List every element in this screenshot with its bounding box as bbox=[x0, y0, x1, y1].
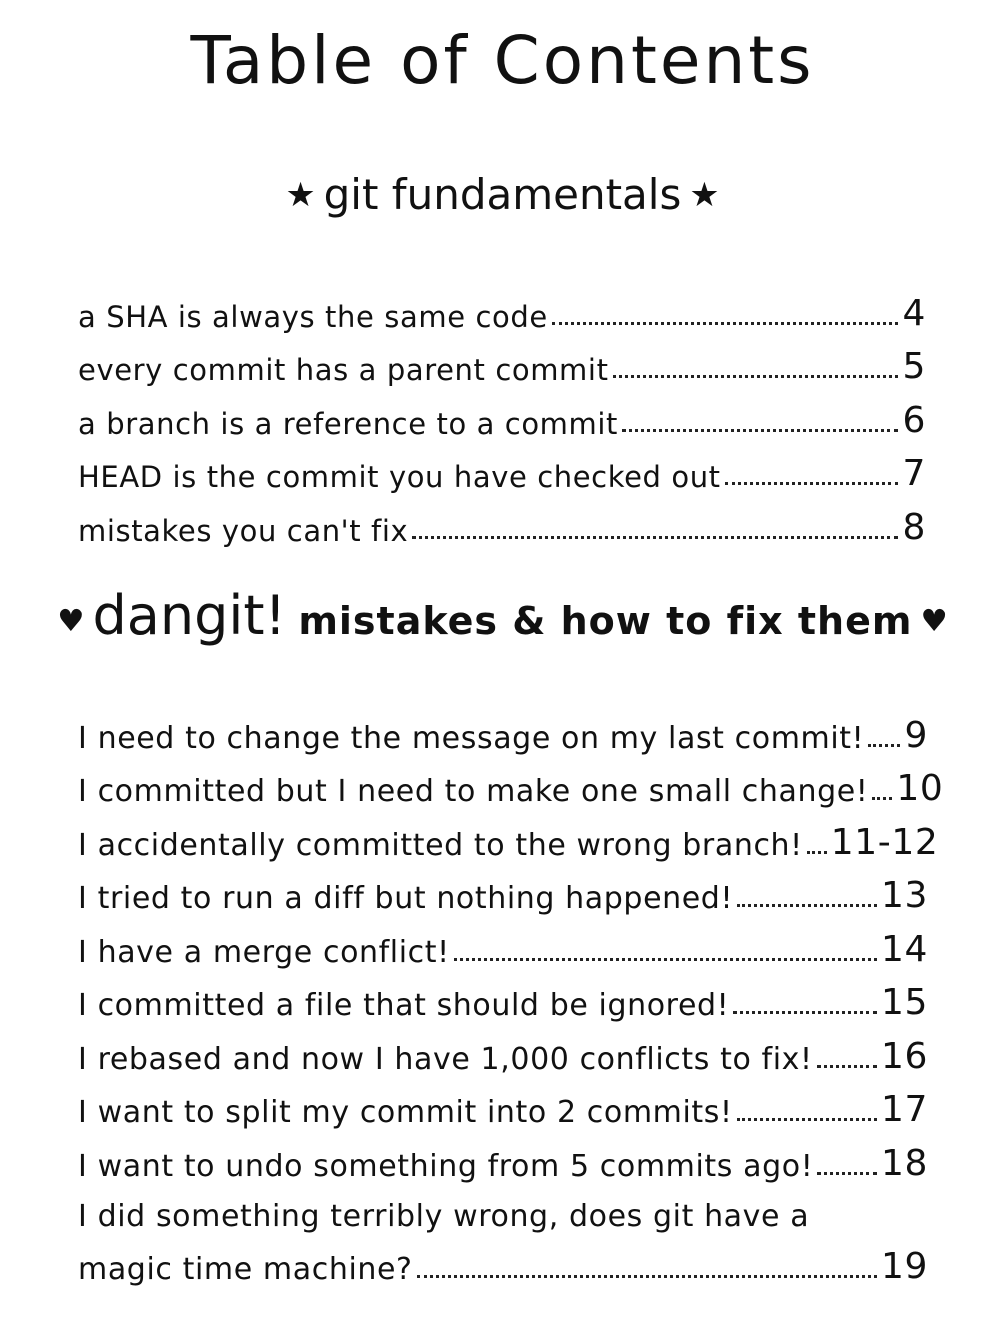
toc-entry-title: I tried to run a diff but nothing happened! bbox=[78, 881, 734, 916]
toc-entry-title-line2: magic time machine? bbox=[78, 1252, 413, 1287]
heart-icon: ♥ bbox=[57, 603, 85, 639]
section-heading-text: git fundamentals bbox=[323, 170, 682, 219]
dot-leader bbox=[454, 958, 877, 961]
toc-entry-title: I need to change the message on my last commit! bbox=[78, 720, 865, 756]
toc-entry-line1[interactable] bbox=[78, 1184, 928, 1234]
toc-entry-title: mistakes you can't fix bbox=[78, 513, 409, 548]
toc-entry[interactable] bbox=[78, 441, 926, 495]
dot-leader bbox=[733, 1011, 877, 1014]
toc-entry-page: 16 bbox=[880, 1035, 928, 1077]
toc-entry[interactable] bbox=[78, 1023, 928, 1077]
dot-leader bbox=[725, 482, 899, 485]
toc-entry-page: 5 bbox=[902, 346, 926, 387]
dot-leader bbox=[872, 797, 892, 800]
toc-entry-title: HEAD is the commit you have checked out bbox=[78, 460, 721, 494]
toc-entry-page: 19 bbox=[880, 1246, 928, 1287]
dot-leader bbox=[412, 536, 898, 539]
toc-entry-page: 18 bbox=[880, 1142, 928, 1184]
toc-entry-page: 15 bbox=[880, 982, 928, 1023]
toc-entry-page: 17 bbox=[880, 1089, 928, 1130]
toc-entry[interactable] bbox=[78, 1130, 928, 1184]
toc-entry-title: a SHA is always the same code bbox=[78, 299, 548, 334]
dot-leader bbox=[807, 851, 827, 854]
toc-entry[interactable] bbox=[78, 756, 944, 810]
toc-entry-title: I want to undo something from 5 commits ago! bbox=[78, 1148, 814, 1184]
toc-entry-page: 7 bbox=[902, 453, 926, 494]
section-heading-dangit bbox=[0, 584, 1005, 647]
toc-entry-line2[interactable] bbox=[78, 1234, 928, 1288]
toc-entry[interactable] bbox=[78, 702, 928, 756]
toc-entry-title: I accidentally committed to the wrong branch! bbox=[78, 827, 803, 863]
toc-entry-title: I want to split my commit into 2 commits! bbox=[78, 1095, 733, 1130]
toc-entry[interactable] bbox=[78, 809, 939, 863]
dot-leader bbox=[817, 1065, 877, 1068]
toc-entry-page: 11-12 bbox=[830, 821, 939, 863]
toc-entry[interactable] bbox=[78, 387, 926, 441]
toc-entry[interactable] bbox=[78, 863, 928, 917]
dot-leader bbox=[737, 1118, 877, 1121]
toc-entry[interactable] bbox=[78, 334, 926, 388]
section-heading-text: mistakes & how to fix them bbox=[298, 599, 913, 643]
page-title: Table of Contents bbox=[190, 22, 815, 99]
star-icon: ★ bbox=[689, 174, 720, 214]
toc-entry-page: 10 bbox=[896, 768, 944, 809]
toc-entry-page: 8 bbox=[902, 506, 926, 548]
dot-leader bbox=[868, 744, 900, 747]
toc-entry-page: 13 bbox=[880, 875, 928, 916]
section-heading-git-fundamentals bbox=[0, 170, 1005, 219]
toc-entry-title: a branch is a reference to a commit bbox=[78, 406, 619, 441]
toc-entry-page: 4 bbox=[902, 292, 926, 334]
toc-entry-title: every commit has a parent commit bbox=[78, 353, 609, 387]
toc-entry-page: 9 bbox=[904, 714, 928, 756]
dot-leader bbox=[613, 375, 899, 378]
toc-entry[interactable] bbox=[78, 1077, 928, 1131]
toc-list-dangit bbox=[78, 702, 944, 1287]
toc-entry-title: I have a merge conflict! bbox=[78, 934, 450, 970]
toc-list-fundamentals bbox=[78, 280, 926, 548]
toc-entry-title: I committed a file that should be ignored! bbox=[78, 988, 730, 1023]
toc-entry-page: 6 bbox=[902, 399, 926, 441]
toc-entry-title: I committed but I need to make one small change! bbox=[78, 774, 869, 809]
toc-entry-title-line1: I did something terribly wrong, does git have a bbox=[78, 1198, 810, 1234]
dot-leader bbox=[622, 429, 898, 432]
dot-leader bbox=[417, 1275, 877, 1278]
star-icon: ★ bbox=[285, 174, 316, 214]
heart-icon: ♥ bbox=[920, 603, 948, 639]
toc-entry[interactable] bbox=[78, 970, 928, 1024]
toc-entry[interactable] bbox=[78, 494, 926, 548]
dot-leader bbox=[552, 322, 899, 325]
toc-entry-title: I rebased and now I have 1,000 conflicts to fix! bbox=[78, 1041, 813, 1077]
dot-leader bbox=[737, 904, 877, 907]
toc-entry[interactable] bbox=[78, 916, 928, 970]
section-heading-big: dangit! bbox=[92, 584, 287, 647]
toc-entry-page: 14 bbox=[880, 928, 928, 970]
toc-entry[interactable] bbox=[78, 280, 926, 334]
dot-leader bbox=[817, 1172, 877, 1175]
